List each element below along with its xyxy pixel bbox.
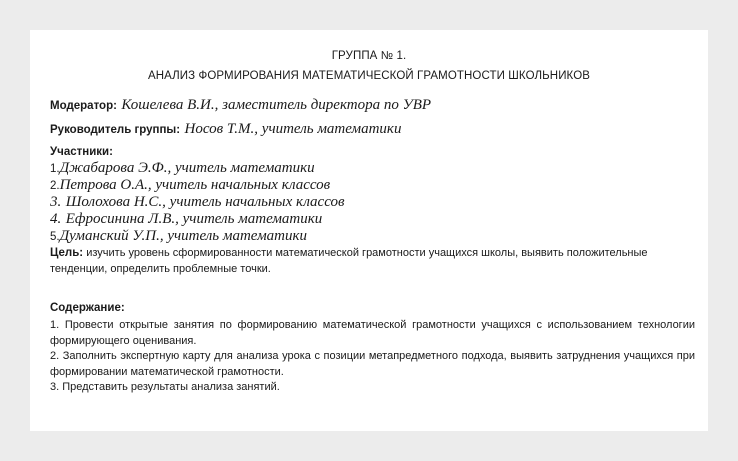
topic-title: АНАЛИЗ ФОРМИРОВАНИЯ МАТЕМАТИЧЕСКОЙ ГРАМОТНОСТИ ШКОЛЬНИКОВ: [147, 70, 591, 82]
group-title: ГРУППА № 1.: [331, 50, 407, 62]
goal-paragraph: [50, 246, 695, 277]
leader-label: Руководитель группы:: [50, 124, 181, 136]
list-item: 3. Представить результаты анализа занятий.: [50, 381, 280, 393]
list-item: [50, 227, 345, 244]
item-number: 1.: [50, 163, 60, 175]
item-number: 4.: [50, 211, 62, 227]
list-item: [50, 176, 345, 193]
participant-name: Петрова О.А., учитель начальных классов: [59, 177, 331, 193]
moderator-value: Кошелева В.И., заместитель директора по УВР: [121, 97, 432, 113]
list-item: 2. Заполнить экспертную карту для анализа урока с позиции метапредметного подхода, выявить затруднения учащихся при формировании математической грамотности.: [50, 350, 695, 378]
item-number: 5.: [50, 231, 60, 243]
participant-name: Джабарова Э.Ф., учитель математики: [59, 160, 315, 176]
item-number: 3.: [50, 194, 62, 210]
item-number: 2.: [50, 180, 60, 192]
document-page: [30, 30, 708, 431]
list-item: [50, 159, 345, 176]
moderator-label: Модератор:: [50, 100, 117, 112]
goal-label: Цель:: [50, 247, 84, 259]
content-label: Содержание:: [50, 302, 125, 314]
moderator-row: [50, 96, 431, 114]
participant-name: Шолохова Н.С., учитель начальных классов: [65, 194, 345, 210]
participant-name: Думанский У.П., учитель математики: [59, 228, 307, 244]
participants-list: [50, 159, 345, 244]
list-item: [50, 193, 345, 210]
goal-text: изучить уровень сформированности математической грамотности учащихся школы, выявить положительные тенденции, определить проблемные точки.: [50, 247, 648, 275]
leader-row: [50, 120, 401, 138]
list-item: 1. Провести открытые занятия по формированию математической грамотности учащихся с использованием технологии формирующего оценивания.: [50, 319, 695, 347]
content-list: [50, 318, 695, 396]
participant-name: Ефросинина Л.В., учитель математики: [65, 211, 323, 227]
list-item: [50, 210, 345, 227]
leader-value: Носов Т.М., учитель математики: [184, 121, 402, 137]
participants-label: Участники:: [50, 146, 113, 158]
